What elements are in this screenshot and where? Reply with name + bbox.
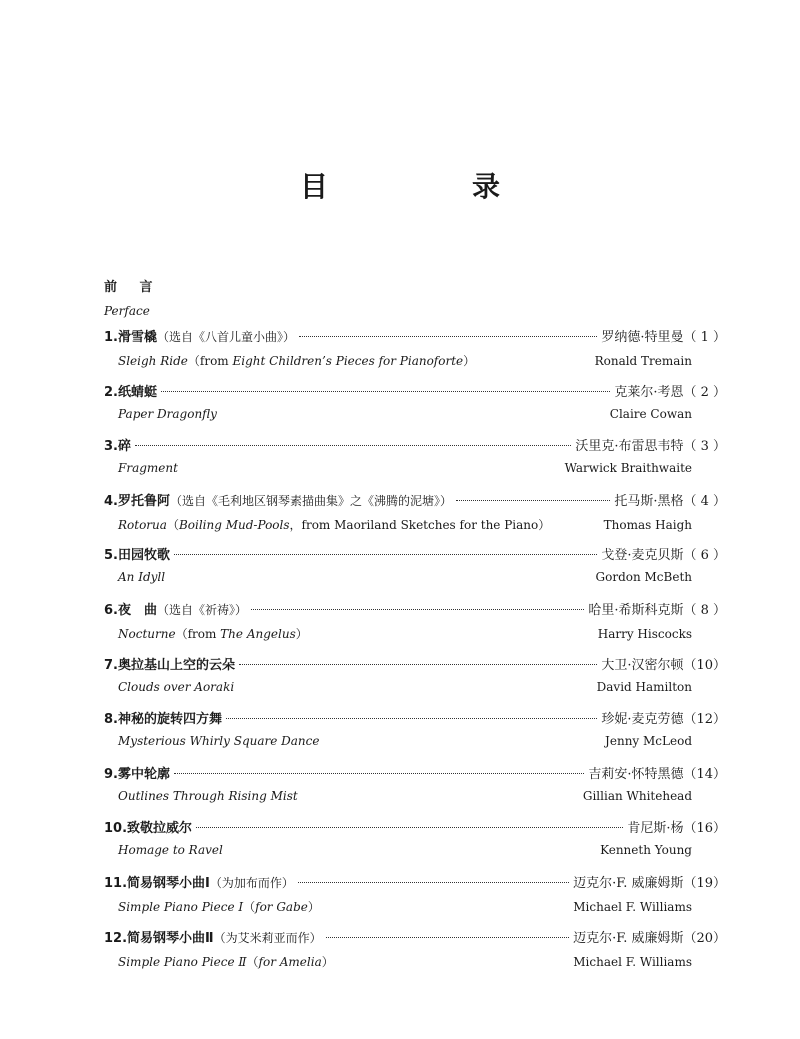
entry-source-zh: （为加布而作） <box>209 875 294 890</box>
entry-title-en <box>104 352 475 369</box>
entry-title-en-main: Clouds over Aoraki <box>118 679 235 694</box>
toc-entry[interactable] <box>104 544 726 599</box>
entry-title-en-main: An Idyll <box>118 570 166 585</box>
entry-composer-zh: 珍妮·麦克劳德（12） <box>601 712 726 728</box>
entry-title-en <box>104 516 550 533</box>
entry-title-en-main: Mysterious Whirly Square Dance <box>118 734 320 749</box>
entry-title-zh: 滑雪橇 <box>117 330 157 345</box>
toc-entry[interactable] <box>104 927 726 982</box>
entry-title-en <box>104 625 308 642</box>
entry-title-en-mid: （from <box>175 626 221 641</box>
entry-number: 1. <box>104 330 118 345</box>
entry-title-en-main: Paper Dragonfly <box>118 406 217 421</box>
dot-leader <box>298 882 569 883</box>
entry-composer-en: Thomas Haigh <box>603 517 692 532</box>
entry-title-en-mid: （from <box>187 354 233 368</box>
entry-title-en <box>104 570 165 584</box>
dot-leader <box>161 391 610 392</box>
entry-title-en-work: for Gabe <box>255 899 308 914</box>
entry-title-en-main: Simple Piano Piece Ⅱ <box>118 954 247 969</box>
dot-leader <box>135 445 571 446</box>
entry-title-en-main: Sleigh Ride <box>118 354 188 368</box>
entry-composer-zh: 大卫·汉密尔顿（10） <box>601 657 726 673</box>
entry-title-en-mid: （ <box>246 954 259 969</box>
preface-heading: 前 言 <box>104 280 162 295</box>
entry-source-zh: （选自《毛利地区钢琴素描曲集》之《沸腾的泥塘》） <box>170 493 453 508</box>
entry-title-en-main: Rotorua <box>118 517 167 532</box>
entry-title-en <box>104 789 298 803</box>
entry-number: 9. <box>104 766 118 782</box>
dot-leader <box>326 937 569 938</box>
entry-title-zh: 简易钢琴小曲Ⅱ <box>127 930 214 946</box>
entry-composer-zh: 沃里克·布雷思韦特（ 3 ） <box>575 439 726 455</box>
entry-title-en-post: ） <box>307 899 320 914</box>
entry-title-en-mid: （ <box>166 517 179 532</box>
toc-entry[interactable] <box>104 872 726 927</box>
toc-entry[interactable] <box>104 708 726 763</box>
toc-entry[interactable] <box>104 763 726 818</box>
dot-leader <box>196 827 623 828</box>
entry-number: 2. <box>104 384 118 400</box>
preface-subtitle: Perface <box>104 304 150 318</box>
entry-title-zh: 简易钢琴小曲Ⅰ <box>127 875 210 891</box>
toc-entry[interactable] <box>104 599 726 654</box>
entry-title-zh: 田园牧歌 <box>117 548 170 564</box>
entry-composer-en: Warwick Braithwaite <box>564 461 692 476</box>
entry-source-zh: （为艾米莉亚而作） <box>213 930 322 945</box>
entry-title-en-main: Simple Piano Piece Ⅰ <box>118 899 244 914</box>
entry-title-zh: 罗托鲁阿 <box>117 493 170 509</box>
entry-title-en <box>104 898 320 915</box>
entry-number: 8. <box>104 712 118 728</box>
entry-composer-en: Michael F. Williams <box>573 954 692 969</box>
entry-composer-zh: 哈里·希斯科克斯（ 8 ） <box>588 602 726 618</box>
page-title: 目 录 <box>299 170 558 203</box>
entry-number: 5. <box>104 548 118 564</box>
entry-number: 11. <box>104 875 128 891</box>
toc-entry[interactable] <box>104 435 726 490</box>
entry-composer-zh: 肯尼斯·杨（16） <box>627 821 726 837</box>
entry-number: 7. <box>104 657 118 673</box>
dot-leader <box>239 664 597 665</box>
entry-composer-en: Gillian Whitehead <box>582 788 692 803</box>
entry-title-en-post: ） <box>321 954 334 969</box>
entry-composer-zh: 戈登·麦克贝斯（ 6 ） <box>601 548 726 564</box>
entry-composer-en: Ronald Tremain <box>594 354 692 368</box>
entry-title-en-main: Fragment <box>118 461 178 476</box>
entry-composer-zh: 托马斯·黑格（ 4 ） <box>614 493 726 509</box>
entry-title-en-main: Outlines Through Rising Mist <box>118 788 298 803</box>
entry-composer-en: Harry Hiscocks <box>597 626 692 641</box>
entry-title-en <box>104 843 223 857</box>
entry-title-en <box>104 461 178 475</box>
entry-composer-zh: 克莱尔·考恩（ 2 ） <box>614 384 726 400</box>
entry-number: 6. <box>104 602 118 618</box>
entry-title-en-main: Homage to Ravel <box>118 843 223 858</box>
entry-title-zh: 夜 曲 <box>117 602 157 618</box>
entry-composer-en: Claire Cowan <box>609 406 692 421</box>
dot-leader <box>456 500 610 501</box>
toc-entry[interactable] <box>104 490 726 545</box>
toc-entry[interactable] <box>104 654 726 709</box>
dot-leader <box>174 554 597 555</box>
entry-composer-en: Kenneth Young <box>600 843 692 858</box>
entry-title-zh: 致敬拉威尔 <box>127 821 193 837</box>
entry-composer-zh: 迈克尔·F. 威廉姆斯（19） <box>573 875 726 891</box>
entry-title-en-mid: （ <box>243 899 256 914</box>
entry-title-en-work: for Amelia <box>258 954 322 969</box>
entry-source-zh: （选自《八首儿童小曲》） <box>157 330 296 344</box>
dot-leader <box>226 718 597 719</box>
dot-leader <box>174 773 584 774</box>
entry-number: 10. <box>104 821 128 837</box>
entry-title-zh: 纸蜻蜓 <box>117 384 157 400</box>
entry-title-en <box>104 953 334 970</box>
table-of-contents <box>104 326 726 981</box>
entry-number: 3. <box>104 439 118 455</box>
entry-title-en-work: Boiling Mud-Pools <box>178 517 290 532</box>
entry-composer-zh: 罗纳德·特里曼（ 1 ） <box>601 330 726 345</box>
entry-composer-zh: 迈克尔·F. 威廉姆斯（20） <box>573 930 726 946</box>
entry-number: 4. <box>104 493 118 509</box>
entry-composer-en: David Hamilton <box>596 679 692 694</box>
entry-title-en-work: The Angelus <box>220 626 296 641</box>
entry-title-en-post: ） <box>463 354 476 368</box>
dot-leader <box>251 609 584 610</box>
entry-title-en-post: ，from Maoriland Sketches for the Piano） <box>289 517 551 532</box>
entry-title-en <box>104 680 234 694</box>
entry-title-zh: 雾中轮廓 <box>117 766 170 782</box>
entry-title-zh: 碎 <box>117 439 131 455</box>
entry-title-en <box>104 734 319 748</box>
entry-composer-en: Jenny McLeod <box>605 734 692 749</box>
entry-composer-en: Gordon McBeth <box>595 570 692 585</box>
toc-entry[interactable] <box>104 326 726 381</box>
entry-title-zh: 奥拉基山上空的云朵 <box>117 657 235 673</box>
entry-composer-en: Michael F. Williams <box>573 899 692 914</box>
entry-source-zh: （选自《祈祷》） <box>157 602 248 617</box>
entry-title-en-work: Eight Children’s Pieces for Pianoforte <box>232 354 464 368</box>
entry-title-zh: 神秘的旋转四方舞 <box>117 712 222 728</box>
toc-entry[interactable] <box>104 381 726 436</box>
entry-composer-zh: 吉莉安·怀特黑德（14） <box>588 766 726 782</box>
dot-leader <box>299 336 597 337</box>
entry-number: 12. <box>104 930 128 946</box>
entry-title-en-post: ） <box>295 626 308 641</box>
entry-title-en <box>104 407 217 421</box>
toc-entry[interactable] <box>104 817 726 872</box>
entry-title-en-main: Nocturne <box>118 626 176 641</box>
